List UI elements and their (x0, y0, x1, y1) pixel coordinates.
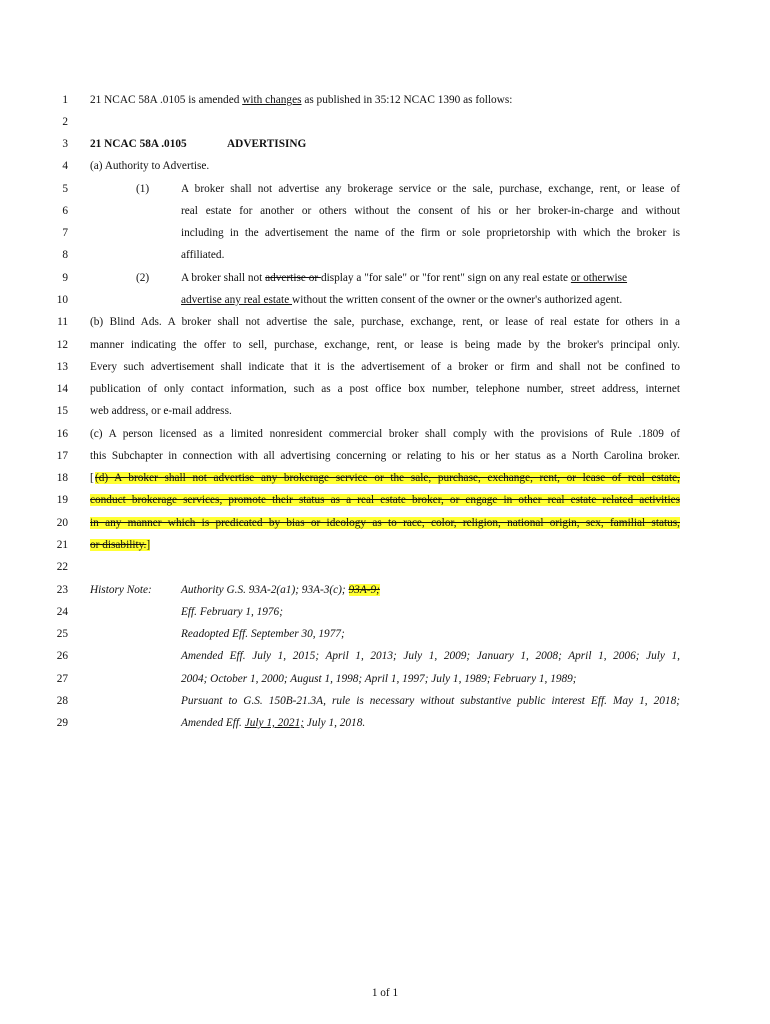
text-run: without the written consent of the owner or the owner's authorized agent. (292, 294, 623, 306)
line-number: 4 (62, 160, 68, 172)
deleted-text: (d) A broker shall not advertise any brokerage service or the sale, purchase, exchange, rent, or lease of real estate, (95, 472, 680, 484)
history-entry (181, 717, 365, 729)
line-number: 21 (56, 539, 68, 551)
text-run: Amended Eff. (181, 717, 245, 729)
line-number: 5 (62, 183, 68, 195)
doc-line-12 (0, 339, 770, 361)
open-bracket: [ (90, 472, 94, 484)
line-number: 25 (56, 628, 68, 640)
section-heading: (a) Authority to Advertise. (90, 160, 210, 172)
line-number: 28 (56, 695, 68, 707)
close-bracket: ] (146, 539, 151, 551)
doc-line-26 (0, 650, 770, 672)
inserted-text: with changes (242, 94, 302, 106)
doc-line-21 (0, 539, 770, 561)
deleted-text: advertise or (265, 272, 321, 284)
doc-line-23 (0, 584, 770, 606)
rule-title: ADVERTISING (227, 138, 307, 150)
inserted-text: or otherwise (570, 272, 628, 284)
body-text: including in the advertisement the name of the firm or sole proprietorship with which the broker is (181, 227, 680, 239)
body-text: (c) A person licensed as a limited nonresident commercial broker shall comply with the provisions of Rule .1809 of (90, 428, 680, 440)
line-number: 12 (56, 339, 68, 351)
page-footer: 1 of 1 (371, 987, 399, 999)
doc-line-13 (0, 361, 770, 383)
deleted-text-end (90, 539, 150, 551)
doc-line-7 (0, 227, 770, 249)
doc-line-5 (0, 183, 770, 205)
doc-line-15 (0, 405, 770, 427)
body-text (181, 294, 622, 306)
doc-line-19 (0, 494, 770, 516)
body-text: (b) Blind Ads. A broker shall not advertise the sale, purchase, exchange, rent, or lease of real estate for others in a (90, 316, 680, 328)
doc-line-17 (0, 450, 770, 472)
line-number: 8 (62, 249, 68, 261)
doc-line-6 (0, 205, 770, 227)
doc-line-24 (0, 606, 770, 628)
body-text: publication of only contact information, such as a post office box number, telephone number, street address, internet (90, 383, 680, 395)
doc-line-2 (0, 116, 770, 138)
line-number: 3 (62, 138, 68, 150)
body-text: this Subchapter in connection with all advertising concerning or relating to his or her status as a North Carolina broker. (90, 450, 680, 462)
item-label: (1) (136, 183, 150, 195)
rule-number: 21 NCAC 58A .0105 (90, 138, 187, 150)
line-number: 19 (56, 494, 68, 506)
text-run: A broker shall not (181, 272, 266, 284)
line-number: 20 (56, 517, 68, 529)
doc-line-16 (0, 428, 770, 450)
text-run: display a "for sale" or "for rent" sign on any real estate (320, 272, 571, 284)
doc-line-4 (0, 160, 770, 182)
line-number: 17 (56, 450, 68, 462)
line-number: 18 (56, 472, 68, 484)
history-entry: Eff. February 1, 1976; (181, 606, 283, 618)
line-number: 15 (56, 405, 68, 417)
body-text: A broker shall not advertise any brokerage service or the sale, purchase, exchange, rent, or lease of (181, 183, 680, 195)
history-note-label: History Note: (90, 584, 152, 596)
history-entry: Amended Eff. July 1, 2015; April 1, 2013; July 1, 2009; January 1, 2008; April 1, 2006; July 1, (181, 650, 680, 662)
text-run: as published in 35:12 NCAC 1390 as follows: (301, 94, 513, 106)
deleted-text: 93A-9; (348, 584, 380, 596)
doc-line-22 (0, 561, 770, 583)
line-number: 26 (56, 650, 68, 662)
doc-line-10 (0, 294, 770, 316)
doc-line-9 (0, 272, 770, 294)
line-number: 1 (62, 94, 68, 106)
doc-line-1 (0, 94, 770, 116)
body-text (181, 272, 627, 284)
line-number: 13 (56, 361, 68, 373)
deleted-text: or disability. (90, 539, 147, 551)
doc-line-20 (0, 517, 770, 539)
line-number: 27 (56, 673, 68, 685)
doc-line-8 (0, 249, 770, 271)
line-number: 14 (56, 383, 68, 395)
deleted-text: conduct brokerage services, promote their status as a real estate broker, or engage in other real estate related activities (90, 494, 680, 506)
body-text: manner indicating the offer to sell, purchase, exchange, rent, or lease is being made by the broker's principal only. (90, 339, 680, 351)
doc-line-11 (0, 316, 770, 338)
item-label: (2) (136, 272, 150, 284)
text-run: 21 NCAC 58A .0105 is amended (90, 94, 243, 106)
line-number: 10 (56, 294, 68, 306)
history-entry: 2004; October 1, 2000; August 1, 1998; April 1, 1997; July 1, 1989; February 1, 1989; (181, 673, 577, 685)
inserted-text: July 1, 2021; (244, 717, 304, 729)
doc-line-3 (0, 138, 770, 160)
history-authority (181, 584, 380, 596)
line-number: 6 (62, 205, 68, 217)
line-number: 16 (56, 428, 68, 440)
line-number: 11 (57, 316, 68, 328)
body-text: Every such advertisement shall indicate that it is the advertisement of a broker or firm and shall not be confined to (90, 361, 680, 373)
line-number: 23 (56, 584, 68, 596)
line-number: 9 (62, 272, 68, 284)
body-text: affiliated. (181, 249, 225, 261)
doc-line-25 (0, 628, 770, 650)
line-number: 24 (56, 606, 68, 618)
text-run: July 1, 2018. (303, 717, 366, 729)
doc-line-27 (0, 673, 770, 695)
line-number: 7 (62, 227, 68, 239)
line-number: 22 (56, 561, 68, 573)
doc-line-28 (0, 695, 770, 717)
text-run: Authority G.S. 93A-2(a1); 93A-3(c); (181, 584, 349, 596)
inserted-text: advertise any real estate (181, 294, 293, 306)
amendment-intro (90, 94, 512, 106)
body-text: web address, or e-mail address. (90, 405, 232, 417)
doc-line-14 (0, 383, 770, 405)
line-number: 2 (62, 116, 68, 128)
history-entry: Readopted Eff. September 30, 1977; (181, 628, 345, 640)
line-number: 29 (56, 717, 68, 729)
doc-line-18 (0, 472, 770, 494)
history-entry: Pursuant to G.S. 150B-21.3A, rule is necessary without substantive public interest Eff. May 1, 2018; (181, 695, 680, 707)
body-text: real estate for another or others without the consent of his or her broker-in-charge and without (181, 205, 680, 217)
deleted-text: in any manner which is predicated by bias or ideology as to race, color, religion, national origin, sex, familial status, (90, 517, 680, 529)
doc-line-29 (0, 717, 770, 739)
